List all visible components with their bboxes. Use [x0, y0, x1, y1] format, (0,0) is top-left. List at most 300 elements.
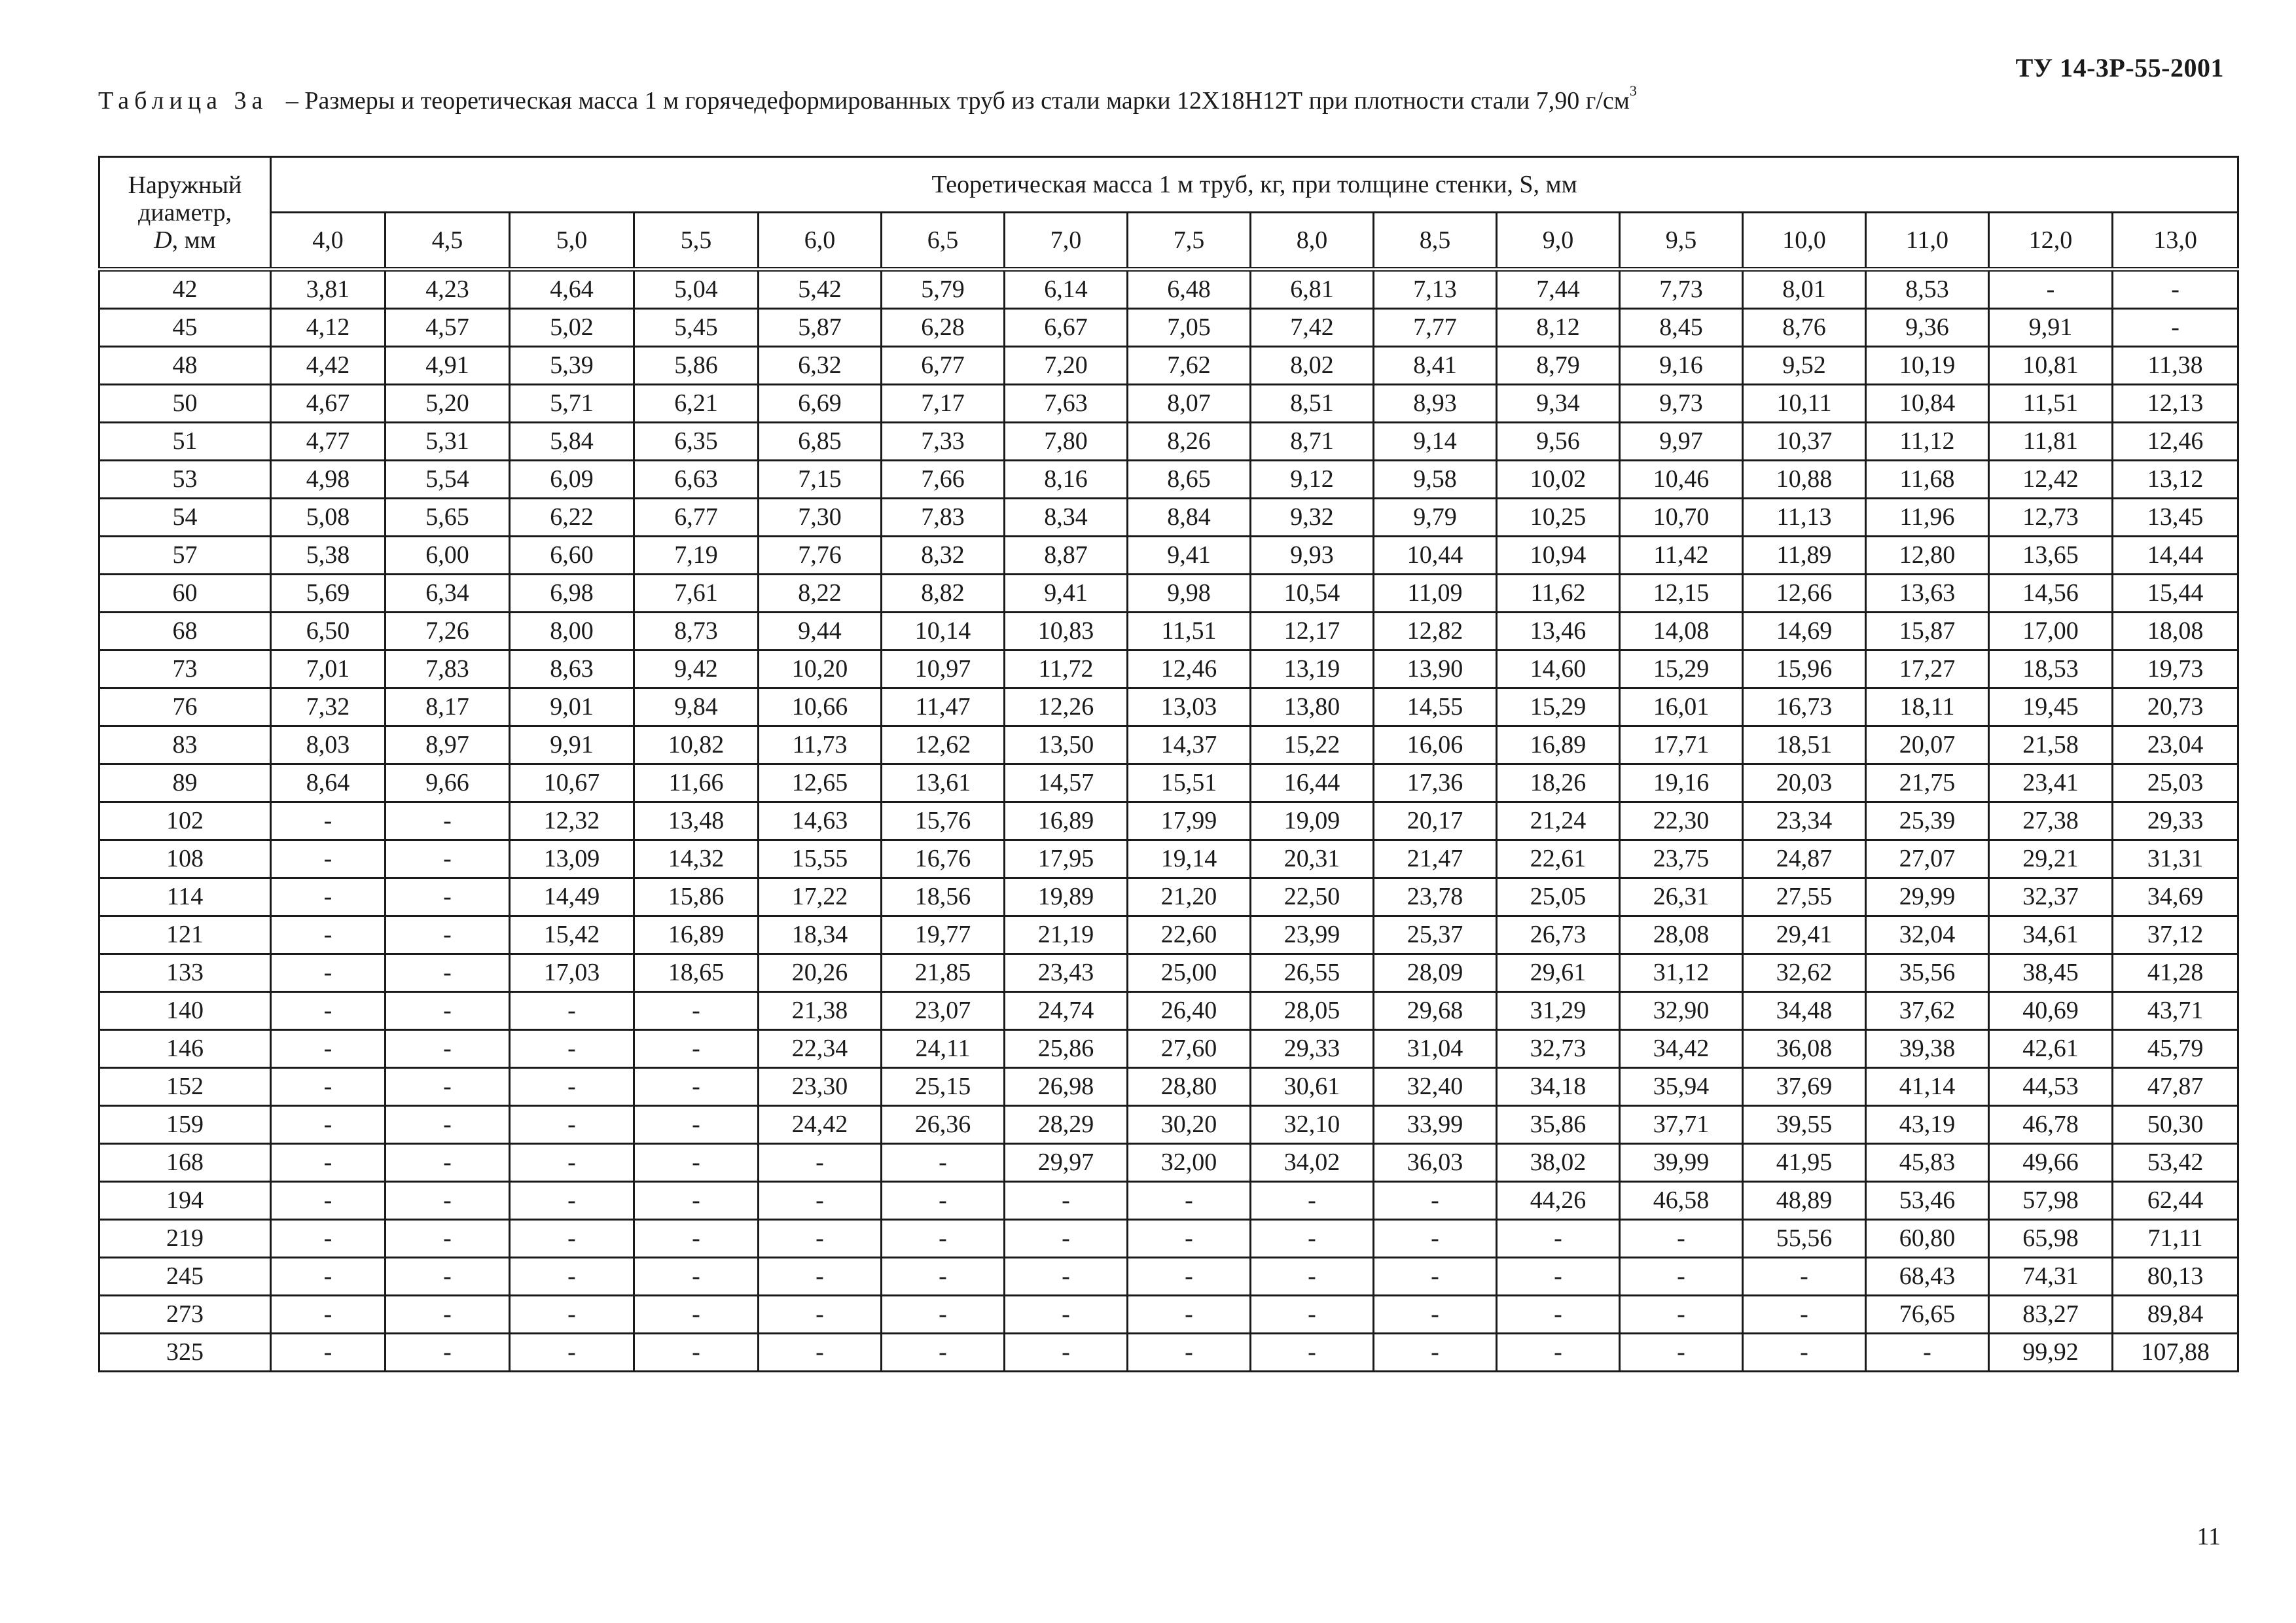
thickness-header-cell: 9,0 — [1497, 213, 1620, 270]
mass-cell: 16,06 — [1374, 726, 1497, 764]
mass-cell: 3,81 — [271, 270, 386, 309]
mass-cell: 4,67 — [271, 385, 386, 423]
mass-cell: 7,42 — [1251, 309, 1374, 347]
mass-cell: - — [510, 1334, 634, 1372]
mass-cell: 9,42 — [634, 651, 759, 688]
mass-cell: 13,90 — [1374, 651, 1497, 688]
mass-cell: 28,05 — [1251, 992, 1374, 1030]
mass-cell: 44,53 — [1989, 1068, 2113, 1106]
table-row — [99, 688, 2238, 726]
mass-cell: 16,89 — [1497, 726, 1620, 764]
diameter-cell: 42 — [99, 270, 271, 309]
mass-cell: 53,46 — [1866, 1182, 1989, 1220]
mass-cell: 16,76 — [882, 840, 1005, 878]
mass-cell: 12,42 — [1989, 461, 2113, 499]
mass-cell: 25,15 — [882, 1068, 1005, 1106]
mass-cell: - — [759, 1296, 882, 1334]
mass-cell: 18,56 — [882, 878, 1005, 916]
mass-cell: 8,00 — [510, 613, 634, 651]
mass-cell: 8,82 — [882, 575, 1005, 613]
mass-cell: - — [1743, 1296, 1866, 1334]
mass-cell: - — [271, 1106, 386, 1144]
mass-cell: 5,08 — [271, 499, 386, 537]
mass-cell: 15,96 — [1743, 651, 1866, 688]
mass-cell: 41,95 — [1743, 1144, 1866, 1182]
table-caption-text: – Размеры и теоретическая масса 1 м горячедеформированных труб из стали марки 12Х18Н12Т при плотности стали 7,90 г/см — [279, 87, 1630, 115]
table-row — [99, 1106, 2238, 1144]
mass-cell: 9,12 — [1251, 461, 1374, 499]
mass-cell: - — [510, 1144, 634, 1182]
mass-cell: 7,76 — [759, 537, 882, 575]
mass-cell: 27,55 — [1743, 878, 1866, 916]
mass-cell: 9,56 — [1497, 423, 1620, 461]
mass-cell: 6,34 — [386, 575, 510, 613]
mass-cell: 11,38 — [2113, 347, 2238, 385]
diameter-cell: 68 — [99, 613, 271, 651]
mass-cell: 6,32 — [759, 347, 882, 385]
mass-cell: 29,33 — [2113, 802, 2238, 840]
mass-cell: 28,08 — [1620, 916, 1743, 954]
thickness-header-cell: 7,0 — [1005, 213, 1128, 270]
table-row — [99, 1182, 2238, 1220]
mass-cell: 14,60 — [1497, 651, 1620, 688]
mass-cell: 7,33 — [882, 423, 1005, 461]
mass-cell: 24,42 — [759, 1106, 882, 1144]
mass-cell: 6,35 — [634, 423, 759, 461]
mass-cell: - — [386, 1220, 510, 1258]
mass-cell: 16,44 — [1251, 764, 1374, 802]
mass-cell: 32,10 — [1251, 1106, 1374, 1144]
mass-cell: 12,82 — [1374, 613, 1497, 651]
mass-cell: 29,97 — [1005, 1144, 1128, 1182]
mass-cell: 23,34 — [1743, 802, 1866, 840]
mass-cell: 16,73 — [1743, 688, 1866, 726]
mass-cell: 8,65 — [1128, 461, 1251, 499]
mass-cell: 13,45 — [2113, 499, 2238, 537]
diameter-cell: 133 — [99, 954, 271, 992]
mass-cell: 10,88 — [1743, 461, 1866, 499]
mass-cell: 4,12 — [271, 309, 386, 347]
diameter-cell: 73 — [99, 651, 271, 688]
mass-cell: 10,02 — [1497, 461, 1620, 499]
mass-cell: 10,84 — [1866, 385, 1989, 423]
table-row — [99, 1144, 2238, 1182]
mass-cell: 28,09 — [1374, 954, 1497, 992]
mass-cell: 13,19 — [1251, 651, 1374, 688]
mass-cell: 5,20 — [386, 385, 510, 423]
mass-cell: - — [1251, 1182, 1374, 1220]
diameter-cell: 50 — [99, 385, 271, 423]
mass-cell: - — [634, 1296, 759, 1334]
mass-cell: 49,66 — [1989, 1144, 2113, 1182]
mass-cell: 25,03 — [2113, 764, 2238, 802]
mass-cell: 17,00 — [1989, 613, 2113, 651]
mass-cell: 13,63 — [1866, 575, 1989, 613]
mass-cell: - — [634, 1030, 759, 1068]
mass-cell: 11,89 — [1743, 537, 1866, 575]
mass-cell: 29,21 — [1989, 840, 2113, 878]
mass-cell: 12,62 — [882, 726, 1005, 764]
mass-cell: 6,50 — [271, 613, 386, 651]
diameter-cell: 114 — [99, 878, 271, 916]
mass-cell: 50,30 — [2113, 1106, 2238, 1144]
mass-cell: 25,39 — [1866, 802, 1989, 840]
mass-cell: 23,75 — [1620, 840, 1743, 878]
mass-cell: - — [759, 1182, 882, 1220]
mass-cell: 5,87 — [759, 309, 882, 347]
mass-cell: - — [1128, 1258, 1251, 1296]
mass-cell: 8,41 — [1374, 347, 1497, 385]
mass-cell: 32,00 — [1128, 1144, 1251, 1182]
mass-cell: 5,79 — [882, 270, 1005, 309]
mass-cell: 29,99 — [1866, 878, 1989, 916]
mass-cell: 42,61 — [1989, 1030, 2113, 1068]
table-row — [99, 423, 2238, 461]
mass-cell: 11,42 — [1620, 537, 1743, 575]
mass-cell: 10,37 — [1743, 423, 1866, 461]
mass-cell: 8,63 — [510, 651, 634, 688]
mass-cell: - — [1005, 1182, 1128, 1220]
mass-cell: 65,98 — [1989, 1220, 2113, 1258]
mass-cell: - — [271, 802, 386, 840]
mass-cell: - — [1251, 1296, 1374, 1334]
mass-cell: 7,19 — [634, 537, 759, 575]
mass-cell: 19,45 — [1989, 688, 2113, 726]
thickness-header-cell: 13,0 — [2113, 213, 2238, 270]
mass-cell: 15,86 — [634, 878, 759, 916]
thickness-header-cell: 5,0 — [510, 213, 634, 270]
mass-cell: - — [1497, 1296, 1620, 1334]
mass-cell: - — [386, 802, 510, 840]
mass-cell: 17,95 — [1005, 840, 1128, 878]
mass-cell: - — [386, 1030, 510, 1068]
mass-cell: 26,98 — [1005, 1068, 1128, 1106]
mass-cell: 6,85 — [759, 423, 882, 461]
diameter-header-line-3: D, мм — [154, 226, 216, 254]
mass-cell: 9,73 — [1620, 385, 1743, 423]
mass-cell: - — [2113, 270, 2238, 309]
table-row — [99, 726, 2238, 764]
mass-cell: 9,44 — [759, 613, 882, 651]
mass-cell: - — [1497, 1334, 1620, 1372]
mass-cell: 18,34 — [759, 916, 882, 954]
mass-cell: 8,32 — [882, 537, 1005, 575]
mass-cell: 8,34 — [1005, 499, 1128, 537]
mass-cell: - — [634, 1258, 759, 1296]
table-row — [99, 385, 2238, 423]
mass-cell: 27,60 — [1128, 1030, 1251, 1068]
mass-cell: 9,91 — [510, 726, 634, 764]
mass-cell: 13,03 — [1128, 688, 1251, 726]
mass-cell: 23,07 — [882, 992, 1005, 1030]
mass-cell: - — [882, 1258, 1005, 1296]
mass-cell: - — [2113, 309, 2238, 347]
mass-cell: 45,83 — [1866, 1144, 1989, 1182]
mass-cell: 8,26 — [1128, 423, 1251, 461]
mass-cell: 18,51 — [1743, 726, 1866, 764]
mass-cell: 39,38 — [1866, 1030, 1989, 1068]
mass-cell: - — [759, 1144, 882, 1182]
diameter-cell: 51 — [99, 423, 271, 461]
mass-cell: 16,89 — [634, 916, 759, 954]
mass-cell: 89,84 — [2113, 1296, 2238, 1334]
mass-cell: - — [1128, 1220, 1251, 1258]
thickness-header-cell: 11,0 — [1866, 213, 1989, 270]
mass-cell: 20,03 — [1743, 764, 1866, 802]
mass-cell: - — [271, 1182, 386, 1220]
table-row — [99, 1258, 2238, 1296]
mass-cell: - — [386, 992, 510, 1030]
mass-cell: - — [510, 1030, 634, 1068]
mass-cell: - — [386, 878, 510, 916]
table-row — [99, 309, 2238, 347]
table-row — [99, 1030, 2238, 1068]
mass-cell: 11,72 — [1005, 651, 1128, 688]
mass-cell: 13,46 — [1497, 613, 1620, 651]
mass-cell: 9,84 — [634, 688, 759, 726]
mass-cell: - — [634, 1106, 759, 1144]
mass-cell: 19,77 — [882, 916, 1005, 954]
mass-cell: 38,45 — [1989, 954, 2113, 992]
mass-cell: 12,46 — [1128, 651, 1251, 688]
mass-cell: 8,97 — [386, 726, 510, 764]
mass-cell: 40,69 — [1989, 992, 2113, 1030]
diameter-cell: 60 — [99, 575, 271, 613]
mass-cell: - — [882, 1296, 1005, 1334]
mass-cell: - — [271, 992, 386, 1030]
mass-cell: 8,45 — [1620, 309, 1743, 347]
mass-cell: 15,76 — [882, 802, 1005, 840]
mass-cell: 12,80 — [1866, 537, 1989, 575]
mass-cell: 99,92 — [1989, 1334, 2113, 1372]
mass-cell: 23,99 — [1251, 916, 1374, 954]
mass-cell: 14,37 — [1128, 726, 1251, 764]
mass-cell: 14,57 — [1005, 764, 1128, 802]
mass-cell: 28,29 — [1005, 1106, 1128, 1144]
mass-cell: 5,45 — [634, 309, 759, 347]
table-row — [99, 499, 2238, 537]
diameter-cell: 245 — [99, 1258, 271, 1296]
mass-cell: - — [386, 840, 510, 878]
mass-cell: - — [510, 1220, 634, 1258]
thickness-header-cell: 6,0 — [759, 213, 882, 270]
mass-cell: 10,83 — [1005, 613, 1128, 651]
mass-cell: - — [882, 1334, 1005, 1372]
mass-cell: 32,04 — [1866, 916, 1989, 954]
mass-cell: 35,94 — [1620, 1068, 1743, 1106]
mass-cell: 7,44 — [1497, 270, 1620, 309]
mass-cell: 7,15 — [759, 461, 882, 499]
table-row — [99, 840, 2238, 878]
mass-cell: 8,76 — [1743, 309, 1866, 347]
mass-cell: 14,63 — [759, 802, 882, 840]
mass-cell: 6,22 — [510, 499, 634, 537]
mass-cell: 30,61 — [1251, 1068, 1374, 1106]
mass-cell: - — [271, 916, 386, 954]
mass-cell: 13,80 — [1251, 688, 1374, 726]
mass-cell: 31,04 — [1374, 1030, 1497, 1068]
mass-cell: 21,38 — [759, 992, 882, 1030]
mass-cell: 8,93 — [1374, 385, 1497, 423]
mass-cell: 8,51 — [1251, 385, 1374, 423]
mass-cell: 9,91 — [1989, 309, 2113, 347]
mass-cell: 5,86 — [634, 347, 759, 385]
table-row — [99, 1334, 2238, 1372]
mass-cell: 15,44 — [2113, 575, 2238, 613]
mass-cell: 13,61 — [882, 764, 1005, 802]
mass-cell: 7,01 — [271, 651, 386, 688]
mass-cell: 14,32 — [634, 840, 759, 878]
mass-cell: 10,11 — [1743, 385, 1866, 423]
mass-cell: - — [1497, 1220, 1620, 1258]
mass-cell: 6,48 — [1128, 270, 1251, 309]
mass-cell: 31,29 — [1497, 992, 1620, 1030]
diameter-header-line-2: диаметр, — [137, 198, 232, 226]
mass-cell: 34,48 — [1743, 992, 1866, 1030]
mass-cell: 14,44 — [2113, 537, 2238, 575]
table-row — [99, 347, 2238, 385]
table-row — [99, 1220, 2238, 1258]
mass-cell: - — [510, 1258, 634, 1296]
mass-cell: 20,31 — [1251, 840, 1374, 878]
mass-cell: 21,75 — [1866, 764, 1989, 802]
mass-cell: 10,70 — [1620, 499, 1743, 537]
table-label: Таблица 3а — [98, 87, 268, 115]
mass-cell: 11,81 — [1989, 423, 2113, 461]
mass-cell: - — [271, 878, 386, 916]
mass-cell: - — [1497, 1258, 1620, 1296]
table-row — [99, 461, 2238, 499]
table-row — [99, 575, 2238, 613]
mass-cell: 7,20 — [1005, 347, 1128, 385]
mass-cell: 10,82 — [634, 726, 759, 764]
table-body — [99, 270, 2238, 1372]
mass-cell: - — [634, 1144, 759, 1182]
mass-cell: 12,73 — [1989, 499, 2113, 537]
mass-cell: 10,46 — [1620, 461, 1743, 499]
table-row — [99, 916, 2238, 954]
mass-cell: 14,55 — [1374, 688, 1497, 726]
diameter-cell: 48 — [99, 347, 271, 385]
mass-cell: 15,55 — [759, 840, 882, 878]
mass-cell: 6,98 — [510, 575, 634, 613]
mass-cell: 41,28 — [2113, 954, 2238, 992]
mass-cell: 7,13 — [1374, 270, 1497, 309]
mass-cell: - — [882, 1144, 1005, 1182]
mass-cell: 80,13 — [2113, 1258, 2238, 1296]
mass-cell: 8,79 — [1497, 347, 1620, 385]
mass-cell: - — [1251, 1258, 1374, 1296]
mass-cell: 11,96 — [1866, 499, 1989, 537]
mass-cell: 25,37 — [1374, 916, 1497, 954]
mass-cell: - — [386, 1334, 510, 1372]
mass-cell: 6,28 — [882, 309, 1005, 347]
mass-cell: - — [1005, 1334, 1128, 1372]
mass-cell: 5,04 — [634, 270, 759, 309]
mass-cell: - — [1374, 1334, 1497, 1372]
mass-cell: 10,81 — [1989, 347, 2113, 385]
mass-cell: 20,07 — [1866, 726, 1989, 764]
thickness-header-cell: 4,5 — [386, 213, 510, 270]
diameter-cell: 146 — [99, 1030, 271, 1068]
mass-cell: - — [510, 1068, 634, 1106]
mass-cell: 24,74 — [1005, 992, 1128, 1030]
mass-cell: - — [1251, 1220, 1374, 1258]
mass-cell: 11,66 — [634, 764, 759, 802]
mass-cell: 17,71 — [1620, 726, 1743, 764]
mass-cell: - — [634, 1334, 759, 1372]
diameter-cell: 45 — [99, 309, 271, 347]
mass-cell: 8,71 — [1251, 423, 1374, 461]
mass-cell: - — [634, 1182, 759, 1220]
mass-cell: 13,65 — [1989, 537, 2113, 575]
mass-cell: 13,50 — [1005, 726, 1128, 764]
mass-cell: 9,52 — [1743, 347, 1866, 385]
mass-cell: 10,44 — [1374, 537, 1497, 575]
pipe-mass-table — [98, 156, 2239, 1372]
mass-cell: 71,11 — [2113, 1220, 2238, 1258]
mass-cell: 5,02 — [510, 309, 634, 347]
mass-cell: 12,17 — [1251, 613, 1374, 651]
mass-cell: 12,15 — [1620, 575, 1743, 613]
mass-cell: - — [386, 1144, 510, 1182]
mass-cell: 32,90 — [1620, 992, 1743, 1030]
mass-cell: 13,09 — [510, 840, 634, 878]
mass-cell: 29,41 — [1743, 916, 1866, 954]
mass-cell: 9,32 — [1251, 499, 1374, 537]
diameter-cell: 152 — [99, 1068, 271, 1106]
mass-cell: 7,30 — [759, 499, 882, 537]
thickness-header-row — [99, 213, 2238, 270]
mass-cell: 21,85 — [882, 954, 1005, 992]
mass-cell: 24,87 — [1743, 840, 1866, 878]
mass-cell: 8,02 — [1251, 347, 1374, 385]
mass-cell: 7,83 — [386, 651, 510, 688]
mass-cell: 9,79 — [1374, 499, 1497, 537]
mass-cell: 15,22 — [1251, 726, 1374, 764]
mass-cell: - — [386, 1182, 510, 1220]
mass-cell: - — [1128, 1334, 1251, 1372]
mass-cell: - — [1374, 1220, 1497, 1258]
mass-cell: 68,43 — [1866, 1258, 1989, 1296]
table-row — [99, 613, 2238, 651]
mass-cell: 37,71 — [1620, 1106, 1743, 1144]
mass-cell: 10,54 — [1251, 575, 1374, 613]
mass-cell: 4,42 — [271, 347, 386, 385]
mass-cell: 8,87 — [1005, 537, 1128, 575]
mass-cell: 9,36 — [1866, 309, 1989, 347]
mass-cell: 107,88 — [2113, 1334, 2238, 1372]
mass-cell: 4,57 — [386, 309, 510, 347]
mass-cell: 24,11 — [882, 1030, 1005, 1068]
table-row — [99, 1068, 2238, 1106]
mass-cell: 11,73 — [759, 726, 882, 764]
mass-cell: 18,53 — [1989, 651, 2113, 688]
mass-cell: 32,73 — [1497, 1030, 1620, 1068]
mass-cell: 5,84 — [510, 423, 634, 461]
mass-cell: 12,65 — [759, 764, 882, 802]
diameter-cell: 108 — [99, 840, 271, 878]
mass-cell: 9,34 — [1497, 385, 1620, 423]
mass-cell: - — [1743, 1258, 1866, 1296]
mass-cell: - — [1743, 1334, 1866, 1372]
mass-cell: - — [1620, 1334, 1743, 1372]
table-row — [99, 270, 2238, 309]
mass-cell: 7,66 — [882, 461, 1005, 499]
mass-cell: 8,03 — [271, 726, 386, 764]
mass-cell: 19,16 — [1620, 764, 1743, 802]
mass-cell: 8,17 — [386, 688, 510, 726]
